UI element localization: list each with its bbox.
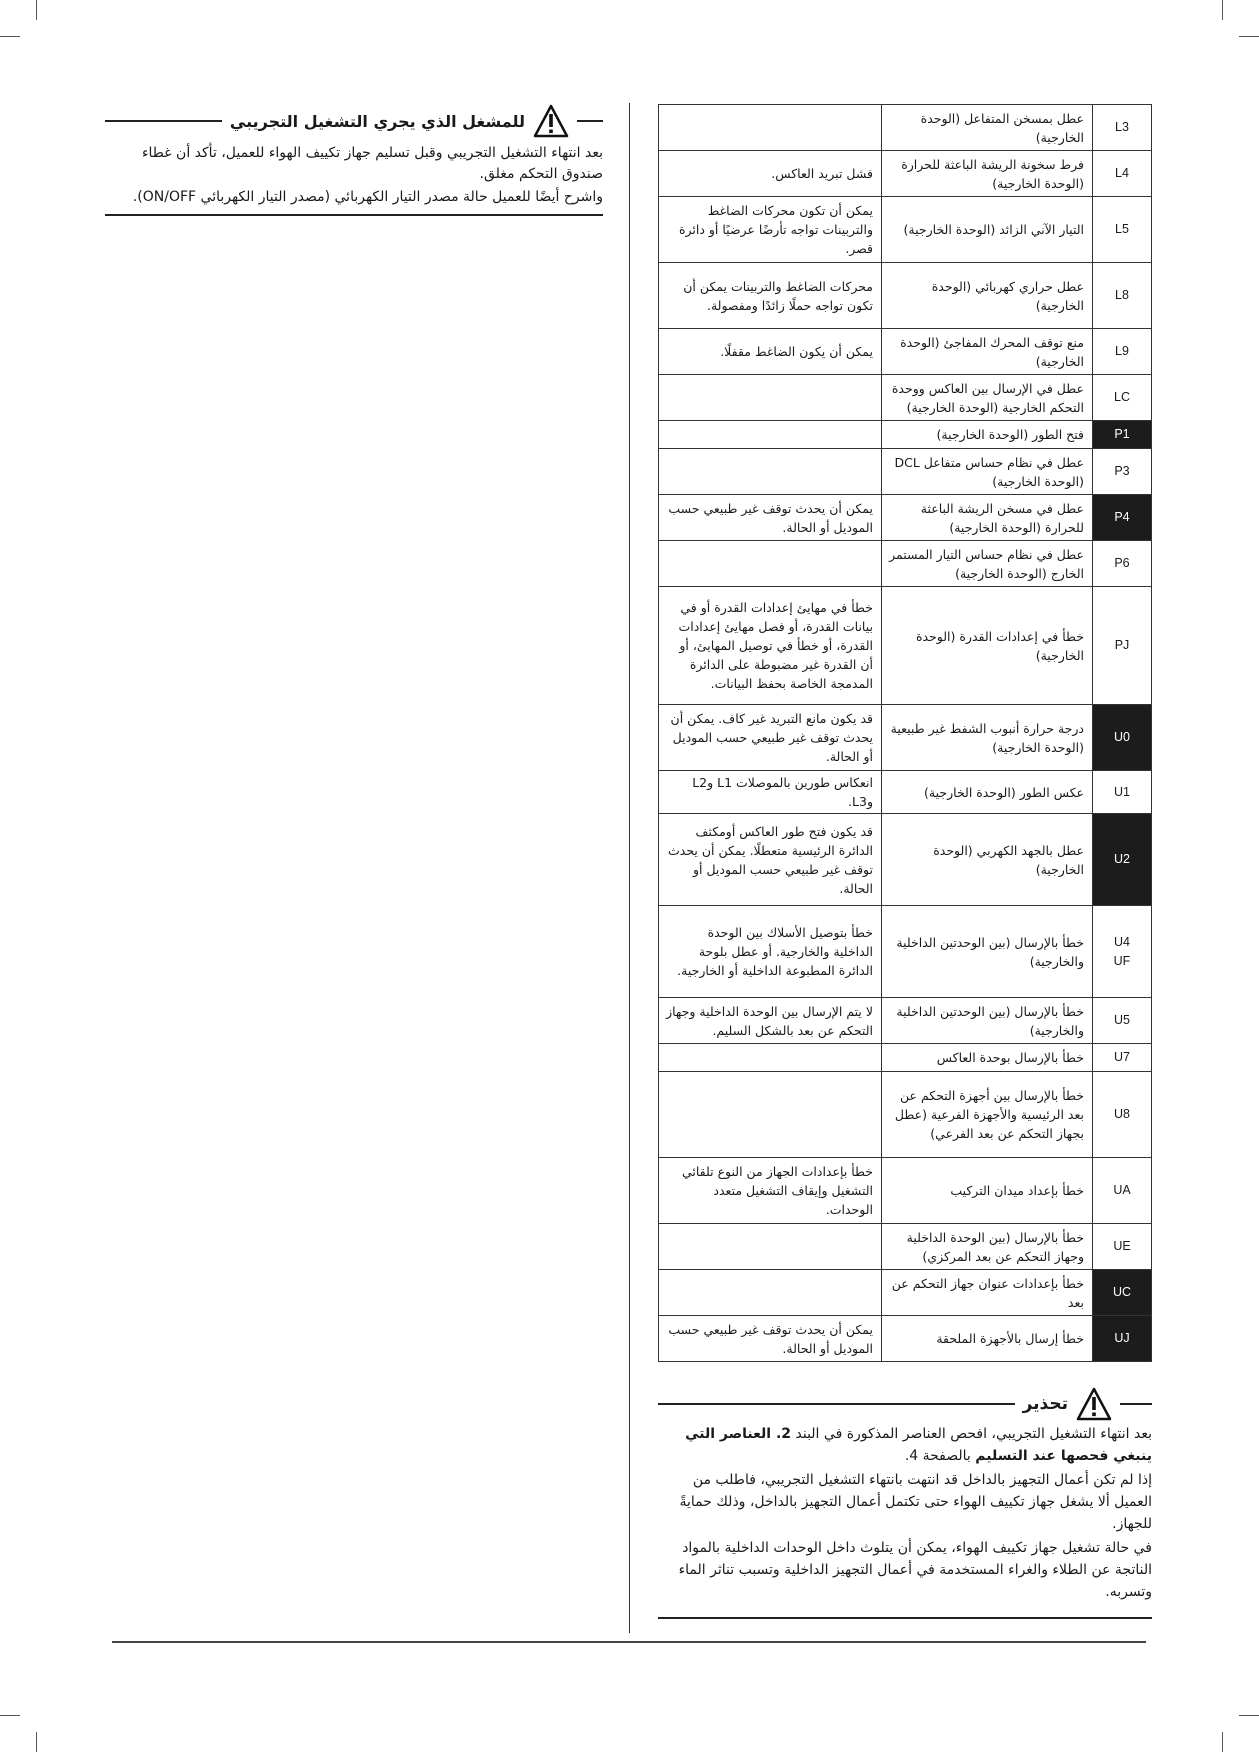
error-remarks-cell: انعكاس طورين بالموصلات L1 وL2 وL3. (659, 771, 882, 814)
error-code-cell: U1 (1093, 771, 1152, 814)
error-code-cell: L8 (1093, 263, 1152, 329)
error-description-cell: خطأ إرسال بالأجهزة الملحقة (882, 1316, 1093, 1362)
error-table-row (659, 705, 1152, 771)
error-table-row (659, 495, 1152, 541)
error-description-cell: عطل في نظام حساس التيار المستمر الخارج (الوحدة الخارجية) (882, 541, 1093, 587)
error-code-cell: L9 (1093, 329, 1152, 375)
error-code-cell: P1 (1093, 421, 1152, 449)
error-remarks-cell: يمكن أن يحدث توقف غير طبيعي حسب الموديل أو الحالة. (659, 1316, 882, 1362)
error-remarks-cell (659, 105, 882, 151)
operator-notice-title: للمشغل الذي يجري التشغيل التجريبي (229, 111, 525, 131)
error-description-cell: عطل في مسخن الريشة الباعثة للحرارة (الوحدة الخارجية) (882, 495, 1093, 541)
error-code-cell: LC (1093, 375, 1152, 421)
error-description-cell: خطأ بالإرسال (بين الوحدتين الداخلية والخارجية) (882, 906, 1093, 998)
error-code-cell: UC (1093, 1270, 1152, 1316)
crop-mark-top-left-h (0, 36, 20, 37)
error-code-cell: U8 (1093, 1072, 1152, 1158)
error-description-cell: عكس الطور (الوحدة الخارجية) (882, 771, 1093, 814)
operator-notice-paragraph-1: بعد انتهاء التشغيل التجريبي وقبل تسليم جهاز تكييف الهواء للعميل، تأكد أن غطاء صندوق التحكم مغلق. (141, 145, 603, 182)
error-table-row (659, 1270, 1152, 1316)
operator-notice-paragraph-2: واشرح أيضًا للعميل حالة مصدر التيار الكهربائي (مصدر التيار الكهربائي ON/OFF). (132, 189, 603, 205)
operator-notice (105, 103, 603, 216)
operator-notice-bottom-rule (105, 214, 603, 216)
error-table-row (659, 998, 1152, 1044)
crop-mark-bottom-left-v (36, 1732, 37, 1752)
error-code-cell: U7 (1093, 1044, 1152, 1072)
error-remarks-cell (659, 541, 882, 587)
error-code-cell: U0 (1093, 705, 1152, 771)
error-code-cell: U2 (1093, 814, 1152, 906)
caution-bottom-rule (658, 1617, 1152, 1619)
error-description-cell: التيار الآني الزائد (الوحدة الخارجية) (882, 197, 1093, 263)
header-rule-left (105, 120, 222, 122)
error-remarks-cell: خطأ بإعدادات الجهاز من النوع تلقائي التشغيل وإيقاف التشغيل متعدد الوحدات. (659, 1158, 882, 1224)
header-rule-right (577, 120, 603, 122)
error-table-row (659, 1044, 1152, 1072)
error-table-row (659, 1072, 1152, 1158)
error-code-cell: L4 (1093, 151, 1152, 197)
caution-paragraph-2: إذا لم تكن أعمال التجهيز بالداخل قد انتهت بانتهاء التشغيل التجريبي، فاطلب من العميل ألا يشغل جهاز تكييف الهواء حتى تكتمل أعمال التجهيز بالداخل، وذلك حمايةً للجهاز. (679, 1472, 1152, 1532)
error-description-cell: خطأ بالإرسال بوحدة العاكس (882, 1044, 1093, 1072)
error-table-row (659, 151, 1152, 197)
error-remarks-cell: محركات الضاغط والتربينات يمكن أن تكون تواجه حملًا زائدًا ومفصولة. (659, 263, 882, 329)
caution-p1-bold: 2. العناصر التي ينبغي فحصها عند التسليم (685, 1426, 1152, 1464)
error-code-cell: L3 (1093, 105, 1152, 151)
crop-mark-top-left-v (36, 0, 37, 20)
error-remarks-cell (659, 1044, 882, 1072)
crop-mark-top-right-v (1222, 0, 1223, 20)
error-description-cell: عطل حراري كهربائي (الوحدة الخارجية) (882, 263, 1093, 329)
error-table-row (659, 541, 1152, 587)
error-code-cell: PJ (1093, 587, 1152, 705)
error-description-cell: خطأ بإعدادات عنوان جهاز التحكم عن بعد (882, 1270, 1093, 1316)
error-description-cell: خطأ في إعدادات القدرة (الوحدة الخارجية) (882, 587, 1093, 705)
error-remarks-cell (659, 1270, 882, 1316)
error-remarks-cell (659, 1072, 882, 1158)
error-code-cell: P3 (1093, 449, 1152, 495)
error-code-cell: P6 (1093, 541, 1152, 587)
error-remarks-cell (659, 421, 882, 449)
error-code-cell: P4 (1093, 495, 1152, 541)
caution-triangle-icon (1076, 1387, 1112, 1421)
error-code-cell: L5 (1093, 197, 1152, 263)
caution-rule-left (658, 1403, 1015, 1405)
crop-mark-bottom-right-v (1222, 1732, 1223, 1752)
error-table-row (659, 329, 1152, 375)
error-remarks-cell: خطأ بتوصيل الأسلاك بين الوحدة الداخلية والخارجية. أو عطل بلوحة الدائرة المطبوعة الداخلية أو الخارجية. (659, 906, 882, 998)
error-table-row (659, 263, 1152, 329)
caution-paragraph-1 (658, 1423, 1152, 1467)
operator-notice-header (105, 103, 603, 139)
error-description-cell: فتح الطور (الوحدة الخارجية) (882, 421, 1093, 449)
error-code-table-body (659, 105, 1152, 1362)
error-remarks-cell: خطأ في مهايئ إعدادات القدرة أو في بيانات القدرة، أو فصل مهايئ إعدادات القدرة، أو خطأ في توصيل المهايئ، أو أن القدرة غير مضبوطة على الدائرة المدمجة الخاصة بحفظ البيانات. (659, 587, 882, 705)
caution-section (658, 1385, 1152, 1603)
error-table-row (659, 1224, 1152, 1270)
error-description-cell: منع توقف المحرك المفاجئ (الوحدة الخارجية) (882, 329, 1093, 375)
error-description-cell: فرط سخونة الريشة الباعثة للحرارة (الوحدة الخارجية) (882, 151, 1093, 197)
error-code-table (658, 104, 1152, 1362)
caution-p1-start: بعد انتهاء التشغيل التجريبي، افحص العناصر المذكورة في البند (791, 1426, 1152, 1442)
error-code-cell: UA (1093, 1158, 1152, 1224)
error-description-cell: خطأ بالإرسال (بين الوحدتين الداخلية والخارجية) (882, 998, 1093, 1044)
crop-mark-bottom-right-h (1239, 1715, 1259, 1716)
caution-header (658, 1385, 1152, 1423)
error-description-cell: عطل بمسخن المتفاعل (الوحدة الخارجية) (882, 105, 1093, 151)
error-code-cell: U4 UF (1093, 906, 1152, 998)
error-table-row (659, 814, 1152, 906)
error-table-row (659, 1158, 1152, 1224)
column-divider (629, 103, 630, 1633)
error-remarks-cell (659, 1224, 882, 1270)
error-remarks-cell: يمكن أن تكون محركات الضاغط والتربينات تواجه تأرضًا عرضيًا أو دائرة قصر. (659, 197, 882, 263)
error-table-row (659, 105, 1152, 151)
error-description-cell: خطأ بالإرسال بين أجهزة التحكم عن بعد الرئيسية والأجهزة الفرعية (عطل بجهاز التحكم عن بعد الفرعي) (882, 1072, 1093, 1158)
error-remarks-cell: يمكن أن يحدث توقف غير طبيعي حسب الموديل أو الحالة. (659, 495, 882, 541)
error-code-cell: U5 (1093, 998, 1152, 1044)
crop-mark-bottom-left-h (0, 1715, 20, 1716)
error-remarks-cell (659, 449, 882, 495)
error-table-row (659, 587, 1152, 705)
error-table-row (659, 421, 1152, 449)
caution-title: تحذير (1022, 1394, 1068, 1414)
error-table-row (659, 1316, 1152, 1362)
error-remarks-cell: قد يكون فتح طور العاكس أومكثف الدائرة الرئيسية متعطلًا. يمكن أن يحدث توقف غير طبيعي حسب الموديل أو الحالة. (659, 814, 882, 906)
error-table-row (659, 771, 1152, 814)
error-code-cell: UE (1093, 1224, 1152, 1270)
caution-rule-right (1120, 1403, 1152, 1405)
error-description-cell: عطل بالجهد الكهربي (الوحدة الخارجية) (882, 814, 1093, 906)
error-description-cell: عطل في الإرسال بين العاكس ووحدة التحكم الخارجية (الوحدة الخارجية) (882, 375, 1093, 421)
caution-paragraph-3: في حالة تشغيل جهاز تكييف الهواء، يمكن أن يتلوث داخل الوحدات الداخلية بالمواد الناتجة عن الطلاء والغراء المستخدمة في أعمال التجهيز الداخلية وتسبب تناثر الماء وتسربه. (678, 1540, 1152, 1600)
caution-p1-end: بالصفحة 4. (904, 1448, 976, 1464)
error-description-cell: خطأ بالإرسال (بين الوحدة الداخلية وجهاز التحكم عن بعد المركزي) (882, 1224, 1093, 1270)
error-table-row (659, 906, 1152, 998)
error-code-cell: UJ (1093, 1316, 1152, 1362)
error-description-cell: درجة حرارة أنبوب الشفط غير طبيعية (الوحدة الخارجية) (882, 705, 1093, 771)
warning-triangle-icon (533, 104, 569, 138)
error-description-cell: عطل في نظام حساس متفاعل DCL (الوحدة الخارجية) (882, 449, 1093, 495)
error-remarks-cell: يمكن أن يكون الضاغط مقفلًا. (659, 329, 882, 375)
page-bottom-rule (112, 1641, 1146, 1643)
error-remarks-cell (659, 375, 882, 421)
crop-mark-top-right-h (1239, 36, 1259, 37)
error-remarks-cell: لا يتم الإرسال بين الوحدة الداخلية وجهاز التحكم عن بعد بالشكل السليم. (659, 998, 882, 1044)
error-description-cell: خطأ بإعداد ميدان التركيب (882, 1158, 1093, 1224)
error-table-row (659, 375, 1152, 421)
error-remarks-cell: فشل تبريد العاكس. (659, 151, 882, 197)
error-remarks-cell: قد يكون مانع التبريد غير كاف. يمكن أن يحدث توقف غير طبيعي حسب الموديل أو الحالة. (659, 705, 882, 771)
error-table-row (659, 197, 1152, 263)
error-table-row (659, 449, 1152, 495)
